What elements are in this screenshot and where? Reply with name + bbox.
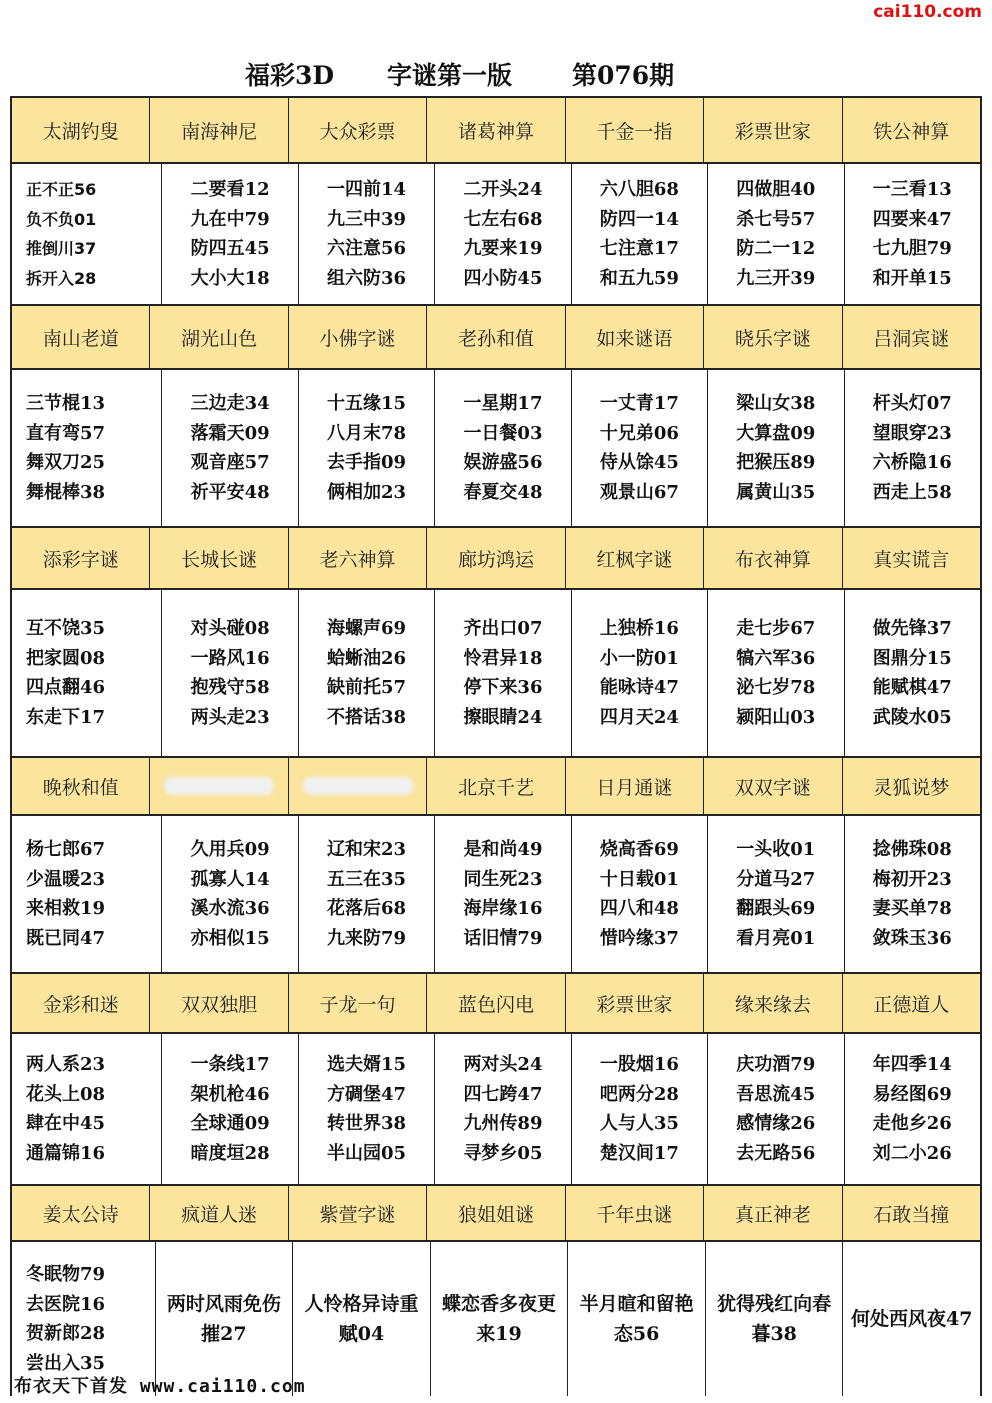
riddle-line: 全球通09 (190, 1113, 270, 1134)
riddle-line: 六注意56 (327, 238, 407, 259)
riddle-line: 花落后68 (327, 898, 407, 919)
riddle-line: 五三在35 (327, 868, 407, 890)
riddle-line: 烧高香69 (599, 839, 679, 860)
riddle-cell (162, 164, 298, 304)
riddle-cell (572, 1034, 708, 1184)
riddle-line: 东走下17 (26, 706, 106, 728)
riddle-line: 吧两分28 (599, 1083, 679, 1105)
riddle-line: 不搭话38 (327, 706, 407, 728)
riddle-line: 态56 (613, 1323, 660, 1345)
riddle-line: 七九胆79 (872, 238, 952, 259)
riddle-line: 九三中39 (327, 208, 407, 230)
riddle-cell (299, 1034, 435, 1184)
riddle-line: 蝶恋香多夜更 (442, 1293, 557, 1315)
column-header: 蓝色闪电 (427, 974, 565, 1032)
riddle-cell (708, 1034, 844, 1184)
riddle-line: 贺新郎28 (26, 1323, 106, 1344)
header-row (12, 1184, 980, 1242)
column-header: 南海神尼 (150, 98, 288, 162)
riddle-line: 人与人35 (599, 1113, 679, 1134)
riddle-line: 一三看13 (872, 179, 952, 200)
riddle-line: 缺前托57 (327, 677, 407, 698)
riddle-cell (572, 164, 708, 304)
column-header: 疯道人迷 (150, 1186, 288, 1240)
riddle-line: 久用兵09 (190, 839, 270, 860)
riddle-line: 人怜格异诗重 (304, 1293, 419, 1315)
riddle-cell (706, 1242, 844, 1396)
riddle-cell (435, 164, 571, 304)
column-header: 老六神算 (289, 528, 427, 588)
riddle-line: 娱游盛56 (463, 452, 543, 473)
riddle-line: 二开头24 (463, 179, 543, 200)
riddle-line: 少温暖23 (26, 868, 106, 890)
riddle-line: 四做胆40 (736, 179, 816, 200)
column-header: 如来谜语 (566, 306, 704, 368)
footer-credit: 布衣天下首发 www.cai110.com (14, 1376, 306, 1397)
riddle-cell (162, 370, 298, 526)
riddle-cell (12, 1034, 162, 1184)
riddle-line: 一路风16 (190, 647, 270, 669)
riddle-line: 花头上08 (26, 1083, 106, 1105)
riddle-cell (162, 590, 298, 756)
riddle-line: 属黄山35 (736, 481, 816, 503)
riddle-line: 来相救19 (26, 898, 106, 919)
riddle-line: 大算盘09 (736, 422, 816, 444)
riddle-line: 两时风雨免伤 (166, 1293, 281, 1315)
riddle-line: 观景山67 (599, 481, 679, 503)
riddle-line: 落霜天09 (190, 422, 270, 444)
riddle-cell (435, 816, 571, 972)
riddle-line: 拆开入28 (26, 268, 97, 288)
column-header: 太湖钓叟 (12, 98, 150, 162)
riddle-line: 齐出口07 (463, 618, 543, 639)
riddle-line: 七左右68 (463, 208, 543, 230)
riddle-line: 辽和宋23 (327, 839, 407, 860)
column-header: 双双独胆 (150, 974, 288, 1032)
column-header: 真正神老 (704, 1186, 842, 1240)
riddle-line: 四月天24 (599, 706, 679, 728)
column-header: 小佛字谜 (289, 306, 427, 368)
riddle-line: 海螺声69 (327, 618, 407, 639)
column-header: 诸葛神算 (427, 98, 565, 162)
riddle-line: 三节棍13 (26, 393, 106, 414)
column-header: 晚秋和值 (12, 758, 150, 814)
riddle-cell (299, 590, 435, 756)
riddle-line: 侍从馀45 (599, 452, 679, 473)
blurred-header (164, 777, 274, 795)
column-header: 姜太公诗 (12, 1186, 150, 1240)
column-header: 吕洞宾谜 (873, 327, 950, 350)
column-header: 日月通谜 (566, 758, 704, 814)
riddle-line: 尝出入35 (26, 1352, 106, 1374)
riddle-line: 擦眼睛24 (463, 706, 543, 728)
riddle-line: 寻梦乡05 (463, 1142, 543, 1164)
riddle-row (12, 816, 980, 972)
riddle-table (10, 96, 982, 1396)
riddle-cell (435, 590, 571, 756)
riddle-line: 翻跟头69 (736, 898, 816, 919)
riddle-cell (845, 816, 980, 972)
riddle-line: 暗度垣28 (190, 1142, 270, 1164)
riddle-line: 九在中79 (190, 208, 270, 230)
riddle-line: 犹得残红向春 (717, 1293, 832, 1315)
riddle-line: 六桥隐16 (872, 452, 952, 473)
column-header: 大众彩票 (289, 98, 427, 162)
riddle-line: 望眼穿23 (872, 422, 952, 444)
column-header: 布衣神算 (704, 528, 842, 588)
riddle-cell (708, 590, 844, 756)
riddle-line: 把猴压89 (736, 452, 816, 473)
riddle-cell (293, 1242, 431, 1396)
riddle-line: 走七步67 (736, 618, 816, 639)
riddle-line: 一条线17 (190, 1054, 270, 1075)
riddle-cell (299, 816, 435, 972)
riddle-line: 一日餐03 (463, 422, 543, 444)
riddle-line: 敛珠玉36 (872, 927, 952, 949)
column-header (150, 758, 288, 814)
riddle-line: 十兄弟06 (599, 422, 679, 444)
riddle-line: 做先锋37 (872, 618, 952, 639)
riddle-cell (843, 1242, 980, 1396)
riddle-cell (845, 1034, 980, 1184)
riddle-line: 同生死23 (463, 868, 543, 890)
riddle-line: 把家圆08 (26, 647, 106, 669)
column-header (289, 758, 427, 814)
riddle-cell (431, 1242, 569, 1396)
riddle-line: 上独桥16 (599, 618, 679, 639)
riddle-line: 四点翻46 (26, 677, 106, 698)
riddle-line: 亦相似15 (190, 927, 270, 949)
column-header: 紫萱字谜 (289, 1186, 427, 1240)
column-header: 千年虫谜 (566, 1186, 704, 1240)
riddle-line: 舞棍棒38 (26, 481, 106, 503)
title-brand: 福彩3D (245, 61, 335, 90)
riddle-line: 转世界38 (327, 1113, 407, 1134)
riddle-cell (12, 370, 162, 526)
riddle-line: 和五九59 (599, 267, 679, 289)
riddle-line: 去无路56 (736, 1142, 816, 1164)
column-header: 彩票世家 (566, 974, 704, 1032)
riddle-line: 图鼎分15 (872, 647, 952, 669)
riddle-line: 春夏交48 (463, 481, 543, 503)
riddle-line: 九要来19 (463, 238, 543, 259)
riddle-line: 杀七号57 (736, 208, 816, 230)
riddle-line: 冬眠物79 (26, 1264, 106, 1285)
column-header: 南山老道 (12, 306, 150, 368)
riddle-line: 架机枪46 (190, 1083, 270, 1105)
riddle-cell (299, 370, 435, 526)
column-header: 湖光山色 (150, 306, 288, 368)
riddle-line: 杨七郎67 (26, 839, 106, 860)
column-header: 晓乐字谜 (704, 306, 842, 368)
riddle-line: 七注意17 (599, 238, 679, 259)
riddle-line: 走他乡26 (872, 1113, 952, 1134)
column-header: 铁公神算 (873, 120, 950, 143)
riddle-cell (12, 816, 162, 972)
riddle-line: 两对头24 (463, 1054, 543, 1075)
riddle-line: 两人系23 (26, 1054, 106, 1075)
riddle-line: 易经图69 (872, 1083, 952, 1105)
riddle-cell (299, 164, 435, 304)
column-header: 真实谎言 (873, 548, 950, 571)
riddle-line: 和开单15 (872, 267, 952, 289)
riddle-line: 年四季14 (872, 1054, 952, 1075)
riddle-line: 西走上58 (872, 481, 952, 503)
column-header: 千金一指 (566, 98, 704, 162)
riddle-line: 负不负01 (26, 209, 97, 229)
riddle-line: 吾思流45 (736, 1083, 816, 1105)
riddle-line: 分道马27 (736, 868, 816, 890)
header-row (12, 526, 980, 590)
riddle-line: 杆头灯07 (872, 393, 952, 414)
column-header: 石敢当撞 (873, 1203, 950, 1226)
riddle-cell (845, 370, 980, 526)
riddle-line: 四小防45 (463, 267, 543, 289)
riddle-line: 通篇锦16 (26, 1142, 106, 1164)
riddle-cell (572, 590, 708, 756)
riddle-line: 颍阳山03 (736, 706, 816, 728)
riddle-line: 一星期17 (463, 393, 543, 414)
riddle-cell (568, 1242, 706, 1396)
riddle-line: 观音座57 (190, 452, 270, 473)
riddle-line: 半月暄和留艳 (579, 1293, 694, 1315)
riddle-cell (12, 164, 162, 304)
riddle-cell (162, 816, 298, 972)
riddle-line: 四要来47 (872, 208, 952, 230)
riddle-line: 三边走34 (190, 393, 270, 414)
riddle-cell (708, 816, 844, 972)
header-row (12, 304, 980, 370)
riddle-cell (435, 1034, 571, 1184)
riddle-line: 梁山女38 (736, 393, 816, 414)
riddle-line: 选夫婿15 (327, 1054, 407, 1075)
riddle-line: 溪水流36 (190, 898, 270, 919)
riddle-line: 一四前14 (327, 179, 407, 200)
column-header: 彩票世家 (704, 98, 842, 162)
column-header: 缘来缘去 (704, 974, 842, 1032)
riddle-line: 楚汉间17 (599, 1142, 679, 1164)
header-row (12, 756, 980, 816)
column-header: 双双字谜 (704, 758, 842, 814)
riddle-line: 八月末78 (327, 422, 407, 444)
riddle-line: 十日载01 (599, 868, 679, 890)
riddle-line: 泌七岁78 (736, 677, 816, 698)
riddle-line: 惜吟缘37 (599, 927, 679, 949)
column-header: 老孙和值 (427, 306, 565, 368)
riddle-line: 何处西风夜47 (851, 1308, 973, 1330)
riddle-line: 来19 (476, 1323, 522, 1345)
riddle-line: 是和尚49 (463, 839, 543, 860)
riddle-line: 停下来36 (463, 677, 543, 698)
riddle-line: 海岸缘16 (463, 898, 543, 919)
riddle-line: 能赋棋47 (872, 677, 952, 698)
column-header: 添彩字谜 (12, 528, 150, 588)
riddle-line: 妻买单78 (872, 898, 952, 919)
riddle-line: 蛤蜥油26 (327, 647, 407, 669)
column-header: 红枫字谜 (566, 528, 704, 588)
riddle-line: 刘二小26 (872, 1142, 952, 1164)
riddle-line: 一丈青17 (599, 393, 679, 414)
column-header: 狼姐姐谜 (427, 1186, 565, 1240)
header-row (12, 98, 980, 164)
riddle-line: 庆功酒79 (736, 1054, 816, 1075)
riddle-line: 既已同47 (26, 927, 106, 949)
riddle-line: 互不饶35 (26, 618, 106, 639)
riddle-line: 正不正56 (26, 180, 97, 199)
riddle-line: 二要看12 (190, 179, 270, 200)
riddle-line: 去手指09 (327, 452, 407, 473)
column-header: 廊坊鸿运 (427, 528, 565, 588)
riddle-line: 梅初开23 (872, 868, 952, 890)
riddle-line: 祈平安48 (190, 481, 270, 503)
riddle-line: 十五缘15 (327, 393, 407, 414)
title-issue: 第076期 (572, 61, 675, 90)
riddle-line: 组六防36 (327, 267, 407, 289)
riddle-line: 去医院16 (26, 1293, 106, 1315)
riddle-line: 赋04 (338, 1323, 385, 1345)
riddle-row (12, 590, 980, 756)
riddle-cell (708, 370, 844, 526)
column-header: 长城长谜 (150, 528, 288, 588)
riddle-line: 舞双刀25 (26, 452, 106, 473)
column-header: 灵狐说梦 (873, 776, 950, 799)
riddle-line: 防四五45 (190, 238, 270, 259)
riddle-line: 九来防79 (327, 927, 407, 949)
riddle-line: 暮38 (751, 1323, 797, 1345)
riddle-line: 方碉堡47 (327, 1083, 407, 1105)
title-edition: 字谜第一版 (387, 61, 513, 90)
column-header: 子龙一句 (289, 974, 427, 1032)
riddle-line: 捻佛珠08 (872, 839, 952, 860)
riddle-line: 小一防01 (599, 647, 679, 669)
riddle-line: 犒六军36 (736, 647, 816, 669)
riddle-line: 看月亮01 (736, 927, 816, 949)
riddle-line: 四七跨47 (463, 1083, 543, 1105)
column-header: 正德道人 (873, 993, 950, 1016)
riddle-cell (708, 164, 844, 304)
column-header: 金彩和迷 (12, 974, 150, 1032)
riddle-line: 半山园05 (327, 1142, 407, 1164)
riddle-line: 直有弯57 (26, 422, 106, 444)
riddle-line: 六八胆68 (599, 179, 679, 200)
riddle-line: 防二一12 (736, 238, 816, 259)
riddle-cell (435, 370, 571, 526)
riddle-line: 肆在中45 (26, 1113, 106, 1134)
blurred-header (303, 777, 413, 795)
riddle-line: 俩相加23 (327, 481, 407, 503)
riddle-line: 推倒川37 (26, 239, 97, 258)
header-row (12, 972, 980, 1034)
riddle-cell (162, 1034, 298, 1184)
riddle-row (12, 370, 980, 526)
riddle-cell (572, 370, 708, 526)
column-header: 北京千艺 (427, 758, 565, 814)
riddle-cell (572, 816, 708, 972)
site-watermark: cai110.com (873, 2, 982, 22)
riddle-line: 一头收01 (736, 839, 816, 860)
riddle-line: 孤寡人14 (190, 868, 270, 890)
riddle-line: 话旧情79 (463, 927, 543, 949)
riddle-line: 九州传89 (463, 1113, 543, 1134)
riddle-line: 一股烟16 (599, 1054, 679, 1075)
riddle-line: 对头碰08 (190, 618, 270, 639)
riddle-cell (845, 164, 980, 304)
riddle-line: 大小大18 (190, 267, 270, 289)
riddle-row (12, 1034, 980, 1184)
riddle-line: 九三开39 (736, 267, 816, 289)
riddle-line: 两头走23 (190, 706, 270, 728)
riddle-line: 四八和48 (599, 898, 679, 919)
riddle-line: 摧27 (201, 1323, 247, 1345)
riddle-line: 抱残守58 (190, 677, 270, 698)
riddle-row (12, 164, 980, 304)
riddle-line: 能咏诗47 (599, 677, 679, 698)
riddle-cell (12, 590, 162, 756)
riddle-line: 武陵水05 (872, 706, 952, 728)
page-title (0, 52, 992, 92)
riddle-line: 感情缘26 (736, 1113, 816, 1134)
riddle-line: 怜君异18 (463, 647, 543, 669)
riddle-line: 防四一14 (599, 208, 679, 230)
riddle-cell (845, 590, 980, 756)
